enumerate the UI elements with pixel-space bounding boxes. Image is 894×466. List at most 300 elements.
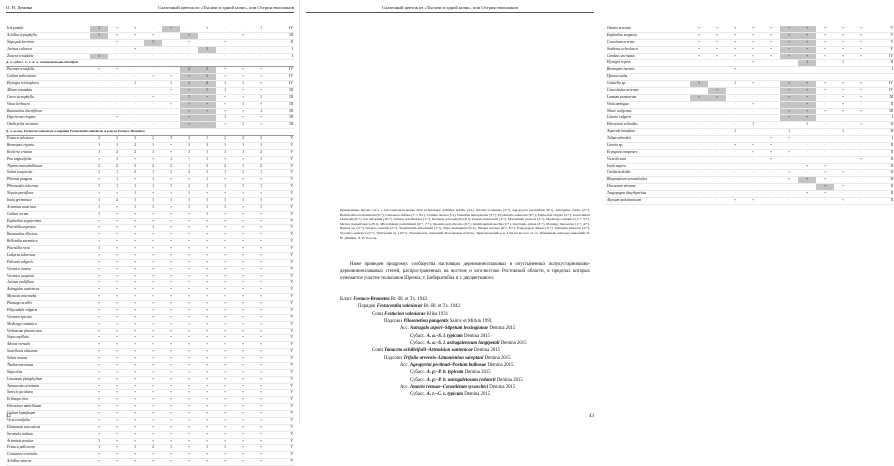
cover-value: + [216,239,234,246]
cover-value: + [216,211,234,218]
cover-value: 1 [180,191,198,198]
table-row [606,191,894,198]
cover-value: + [162,142,180,149]
constancy-class: V [270,273,294,280]
cover-value: + [126,294,144,301]
cover-value: + [108,280,126,287]
cover-value: + [252,218,270,225]
cover-value: 1 [780,129,798,136]
cover-value: + [90,280,108,287]
species-name: Thalictrum minus [6,362,90,369]
cover-value: + [90,376,108,383]
species-name: Veronica incana [6,266,90,273]
cover-value: + [180,239,198,246]
cover-value: + [144,273,162,280]
cover-value: + [108,225,126,232]
cover-value: + [234,204,252,211]
table-row [6,259,294,266]
constancy-class: V [270,383,294,390]
constancy-class: II [870,149,894,156]
cover-value: + [162,204,180,211]
cover-value: + [198,225,216,232]
constancy-class: V [270,349,294,356]
cover-value: + [126,376,144,383]
constancy-class: II [870,122,894,129]
constancy-class: III [270,115,294,122]
cover-value: + [90,225,108,232]
cover-value: + [90,156,108,163]
cover-value: + [144,342,162,349]
syntaxon-author: Demina 2015 [495,377,523,383]
cover-value: · [690,67,708,74]
syntaxon-rank: Союз [372,311,385,317]
cover-value: + [216,438,234,445]
table-row [6,136,294,143]
cover-value: + [744,81,762,88]
cover-value: + [126,46,144,53]
cover-value: + [144,314,162,321]
cover-value: + [108,115,126,122]
species-name: Galatella sp. [606,81,690,88]
cover-value: 1 [234,184,252,191]
cover-value: · [834,156,852,163]
releve-table-right [606,26,894,205]
cover-value: + [126,452,144,459]
cover-value: 1 [90,184,108,191]
cover-value: + [690,46,708,53]
cover-value: + [126,301,144,308]
table-row [6,149,294,156]
cover-value: · [198,53,216,60]
cover-value: · [726,87,744,94]
cover-value: 1 [234,122,252,129]
cover-value: · [744,136,762,143]
cover-value: + [252,239,270,246]
cover-value: + [216,431,234,438]
constancy-class: I [870,115,894,122]
cover-value: · [834,163,852,170]
cover-value: + [108,390,126,397]
constancy-class: V [270,369,294,376]
cover-value: + [162,218,180,225]
cover-value: + [180,411,198,418]
cover-value: + [234,328,252,335]
cover-value: + [126,438,144,445]
cover-value: 1 [198,177,216,184]
cover-value [798,74,816,81]
cover-value: + [108,445,126,452]
cover-value: + [234,431,252,438]
cover-value: 1 [234,149,252,156]
cover-value: + [234,369,252,376]
cover-value: 2 [198,81,216,88]
cover-value: + [108,301,126,308]
syntaxon-author: Br.-Bl. et Tx. 1943 [422,304,460,310]
cover-value: + [144,369,162,376]
cover-value: + [198,369,216,376]
cover-value: + [834,184,852,191]
cover-value: + [144,156,162,163]
species-name: Linaria vulgaris [606,115,690,122]
cover-value: · [798,170,816,177]
species-name: Potentilla recta [6,246,90,253]
cover-value: + [198,424,216,431]
cover-value: + [234,191,252,198]
cover-value: + [234,87,252,94]
cover-value: + [126,225,144,232]
cover-value: + [234,232,252,239]
cover-value: 1 [90,197,108,204]
cover-value: · [816,101,834,108]
cover-value: · [690,156,708,163]
cover-value: · [234,39,252,46]
table-row [6,101,294,108]
cover-value: + [108,259,126,266]
syntaxon-name: Pilosenetion pungentis [403,319,449,325]
cover-value: + [252,74,270,81]
constancy-class: II [870,60,894,67]
cover-value: + [708,94,726,101]
cover-value: 1 [216,149,234,156]
cover-value: + [252,417,270,424]
cover-value: + [90,335,108,342]
cover-value: + [252,259,270,266]
cover-value: + [834,39,852,46]
syntaxon-name: A. a.–S. l. astragaletosum longipetali [426,341,500,347]
table-row [6,369,294,376]
constancy-class: II [870,163,894,170]
constancy-class: II [870,170,894,177]
cover-value: · [162,115,180,122]
cover-value: + [180,108,198,115]
cover-value: + [180,335,198,342]
cover-value: · [816,136,834,143]
cover-value: · [798,149,816,156]
cover-value: + [852,94,870,101]
table-row [6,156,294,163]
cover-value: · [852,197,870,204]
cover-value: + [234,424,252,431]
cover-value: + [198,191,216,198]
species-name: Ranunculus lateriflorus [6,108,90,115]
cover-value: 1 [180,197,198,204]
syntaxon-name: Festucetalia valesiacae [376,304,423,310]
cover-value: + [234,225,252,232]
cover-value: + [234,287,252,294]
species-name: Achillea setacea [6,459,90,466]
cover-value: + [216,218,234,225]
cover-value: + [90,452,108,459]
cover-value: 1 [216,115,234,122]
cover-value: + [162,252,180,259]
cover-value: + [216,383,234,390]
constancy-class: V [270,149,294,156]
table-row [6,232,294,239]
cover-value: · [216,26,234,32]
cover-value: + [780,149,798,156]
cover-value: + [252,362,270,369]
syntaxon-name: Amorio retusae–Cerastietum syvaschici [410,385,489,391]
cover-value: · [708,67,726,74]
cover-value: + [708,26,726,32]
cover-value: 1 [144,170,162,177]
cover-value: 1 [252,108,270,115]
cover-value: + [90,411,108,418]
table-row [606,115,894,122]
cover-value: · [726,122,744,129]
cover-value: + [90,252,108,259]
cover-value: + [216,259,234,266]
syntaxon-author: Demina 2015 [486,363,514,369]
cover-value [762,74,780,81]
cover-value: + [252,287,270,294]
cover-value: + [108,438,126,445]
cover-value: · [708,142,726,149]
cover-value: + [252,101,270,108]
cover-value: · [690,136,708,143]
cover-value: + [798,191,816,198]
species-name: Alyssum turkestanicum [606,197,690,204]
cover-value: · [798,142,816,149]
cover-value: + [108,239,126,246]
species-name: Achillea leptophylla [6,32,90,39]
cover-value: + [834,53,852,60]
cover-value: · [90,74,108,81]
cover-value: + [816,32,834,39]
species-name: Falcaria vulgaris [6,259,90,266]
cover-value: 1 [90,246,108,253]
cover-value: + [198,459,216,466]
cover-value: · [780,101,798,108]
cover-value: · [162,46,180,53]
cover-value: + [162,452,180,459]
cover-value: + [180,177,198,184]
cover-value: + [90,362,108,369]
cover-value: 1 [216,204,234,211]
cover-value: + [126,342,144,349]
cover-value: · [708,177,726,184]
cover-value: + [144,335,162,342]
cover-value: + [180,294,198,301]
table-row [6,459,294,466]
syntaxon-author: Saitov et Mirkin 1991 [448,319,492,325]
cover-value: + [252,122,270,129]
cover-value: + [144,362,162,369]
cover-value: 1 [198,204,216,211]
cover-value: + [816,26,834,32]
cover-value: · [852,101,870,108]
cover-value: + [762,26,780,32]
cover-value: · [780,156,798,163]
cover-value: + [252,266,270,273]
constancy-class: V [270,438,294,445]
cover-value: · [108,122,126,129]
cover-value: 1 [144,142,162,149]
table-row [6,115,294,122]
cover-value: 1 [126,445,144,452]
syntaxon-rank: Подсоюз [384,319,404,325]
constancy-class: I [270,46,294,53]
cover-value: 2 [108,163,126,170]
cover-value: + [252,431,270,438]
table-row [6,452,294,459]
cover-value: + [216,156,234,163]
constancy-class: III [270,32,294,39]
cover-value: + [852,87,870,94]
cover-value: + [780,46,798,53]
cover-value: + [180,314,198,321]
cover-value: · [126,39,144,46]
cover-value: + [180,301,198,308]
constancy-class: V [270,314,294,321]
cover-value: + [216,94,234,101]
cover-value: · [690,60,708,67]
cover-value: · [744,108,762,115]
species-name: Senecio jacobaea [6,390,90,397]
species-name: Plantago urvillei [6,301,90,308]
cover-value: · [708,197,726,204]
cover-value: + [90,266,108,273]
cover-value: 1 [180,163,198,170]
table-row [6,32,294,39]
cover-value: · [180,26,198,32]
table-row [606,156,894,163]
cover-value: + [252,342,270,349]
cover-value: + [798,39,816,46]
cover-value: · [708,191,726,198]
cover-value: + [180,424,198,431]
cover-value: + [234,417,252,424]
table-row [6,431,294,438]
constancy-class: V [270,252,294,259]
syntaxon-author: Demina 2015 [462,333,490,339]
cover-value: · [234,46,252,53]
cover-value: + [252,252,270,259]
cover-value: + [90,294,108,301]
cover-value: · [108,87,126,94]
cover-value: · [762,191,780,198]
cover-value: 1 [726,81,744,88]
cover-value: + [252,232,270,239]
cover-value: + [90,307,108,314]
cover-value: + [780,170,798,177]
cover-value: + [216,459,234,466]
cover-value: 1 [216,81,234,88]
cover-value: + [144,246,162,253]
cover-value: + [780,87,798,94]
syntaxon-name: Agropyrini pectinati–Poetum bulbosae [410,363,487,369]
cover-value: · [780,197,798,204]
cover-value: · [708,136,726,143]
species-name: Vicia hirsuta [606,156,690,163]
cover-value: 1 [180,149,198,156]
running-head-title-right: Сказочный цветок из «Тысячи и одной ночи», или Острия тюльпанов [382,5,518,10]
cover-value: · [690,163,708,170]
cover-value: · [852,177,870,184]
constancy-class: IV [270,26,294,32]
cover-value: + [726,197,744,204]
cover-value: + [198,335,216,342]
cover-value: + [234,335,252,342]
cover-value [708,74,726,81]
cover-value: 1 [108,170,126,177]
cover-value: + [726,39,744,46]
cover-value: + [216,39,234,46]
cover-value: + [216,411,234,418]
cover-value: · [108,108,126,115]
cover-value: + [108,67,126,74]
constancy-class: II [870,142,894,149]
cover-value: + [180,211,198,218]
cover-value: + [198,431,216,438]
cover-value: + [216,397,234,404]
cover-value: + [162,424,180,431]
cover-value: · [852,149,870,156]
cover-value: + [126,26,144,32]
cover-value: 1 [216,197,234,204]
cover-value: + [90,424,108,431]
table-row [6,53,294,60]
syntaxon-rank: Асс. [400,326,411,332]
cover-value: + [708,53,726,60]
cover-value: + [216,101,234,108]
cover-value: + [852,53,870,60]
cover-value: + [708,32,726,39]
cover-value: + [162,294,180,301]
cover-value: 1 [234,170,252,177]
species-name: Euphorbia stepposa [606,32,690,39]
table-row [6,335,294,342]
cover-value: 1 [90,26,108,32]
species-name: Carex stenophylla [6,94,90,101]
cover-value: · [744,87,762,94]
table-row [6,177,294,184]
cover-value: + [216,225,234,232]
cover-value: 2 [144,136,162,143]
cover-value: + [180,225,198,232]
syntaxon-author: Klika 1931 [425,311,449,317]
constancy-class: V [270,170,294,177]
cover-value: + [198,246,216,253]
cover-value: + [252,328,270,335]
cover-value: + [108,314,126,321]
cover-value: · [90,46,108,53]
cover-value: + [798,115,816,122]
cover-value: + [252,321,270,328]
cover-value: + [798,163,816,170]
table-row [6,184,294,191]
species-name: Bromopsis inermis [606,67,690,74]
constancy-class: IV [870,81,894,88]
cover-value: · [708,108,726,115]
cover-value: + [798,32,816,39]
constancy-class: II [870,156,894,163]
cover-value: + [162,287,180,294]
species-name: Silene wolgensis [606,108,690,115]
cover-value: · [126,101,144,108]
species-name: Centaurea orientalis [6,452,90,459]
table-row [6,356,294,363]
cover-value: + [162,101,180,108]
cover-value: + [108,321,126,328]
cover-value: · [816,197,834,204]
cover-value: + [108,362,126,369]
syntaxon-name: Tanaceto achilleifolii–Artemision santonicae [384,348,473,354]
species-name: Allium rotundum [6,87,90,94]
syntaxon-author: Demina 2015 [483,355,511,361]
cover-value: + [162,349,180,356]
cover-value: + [126,390,144,397]
